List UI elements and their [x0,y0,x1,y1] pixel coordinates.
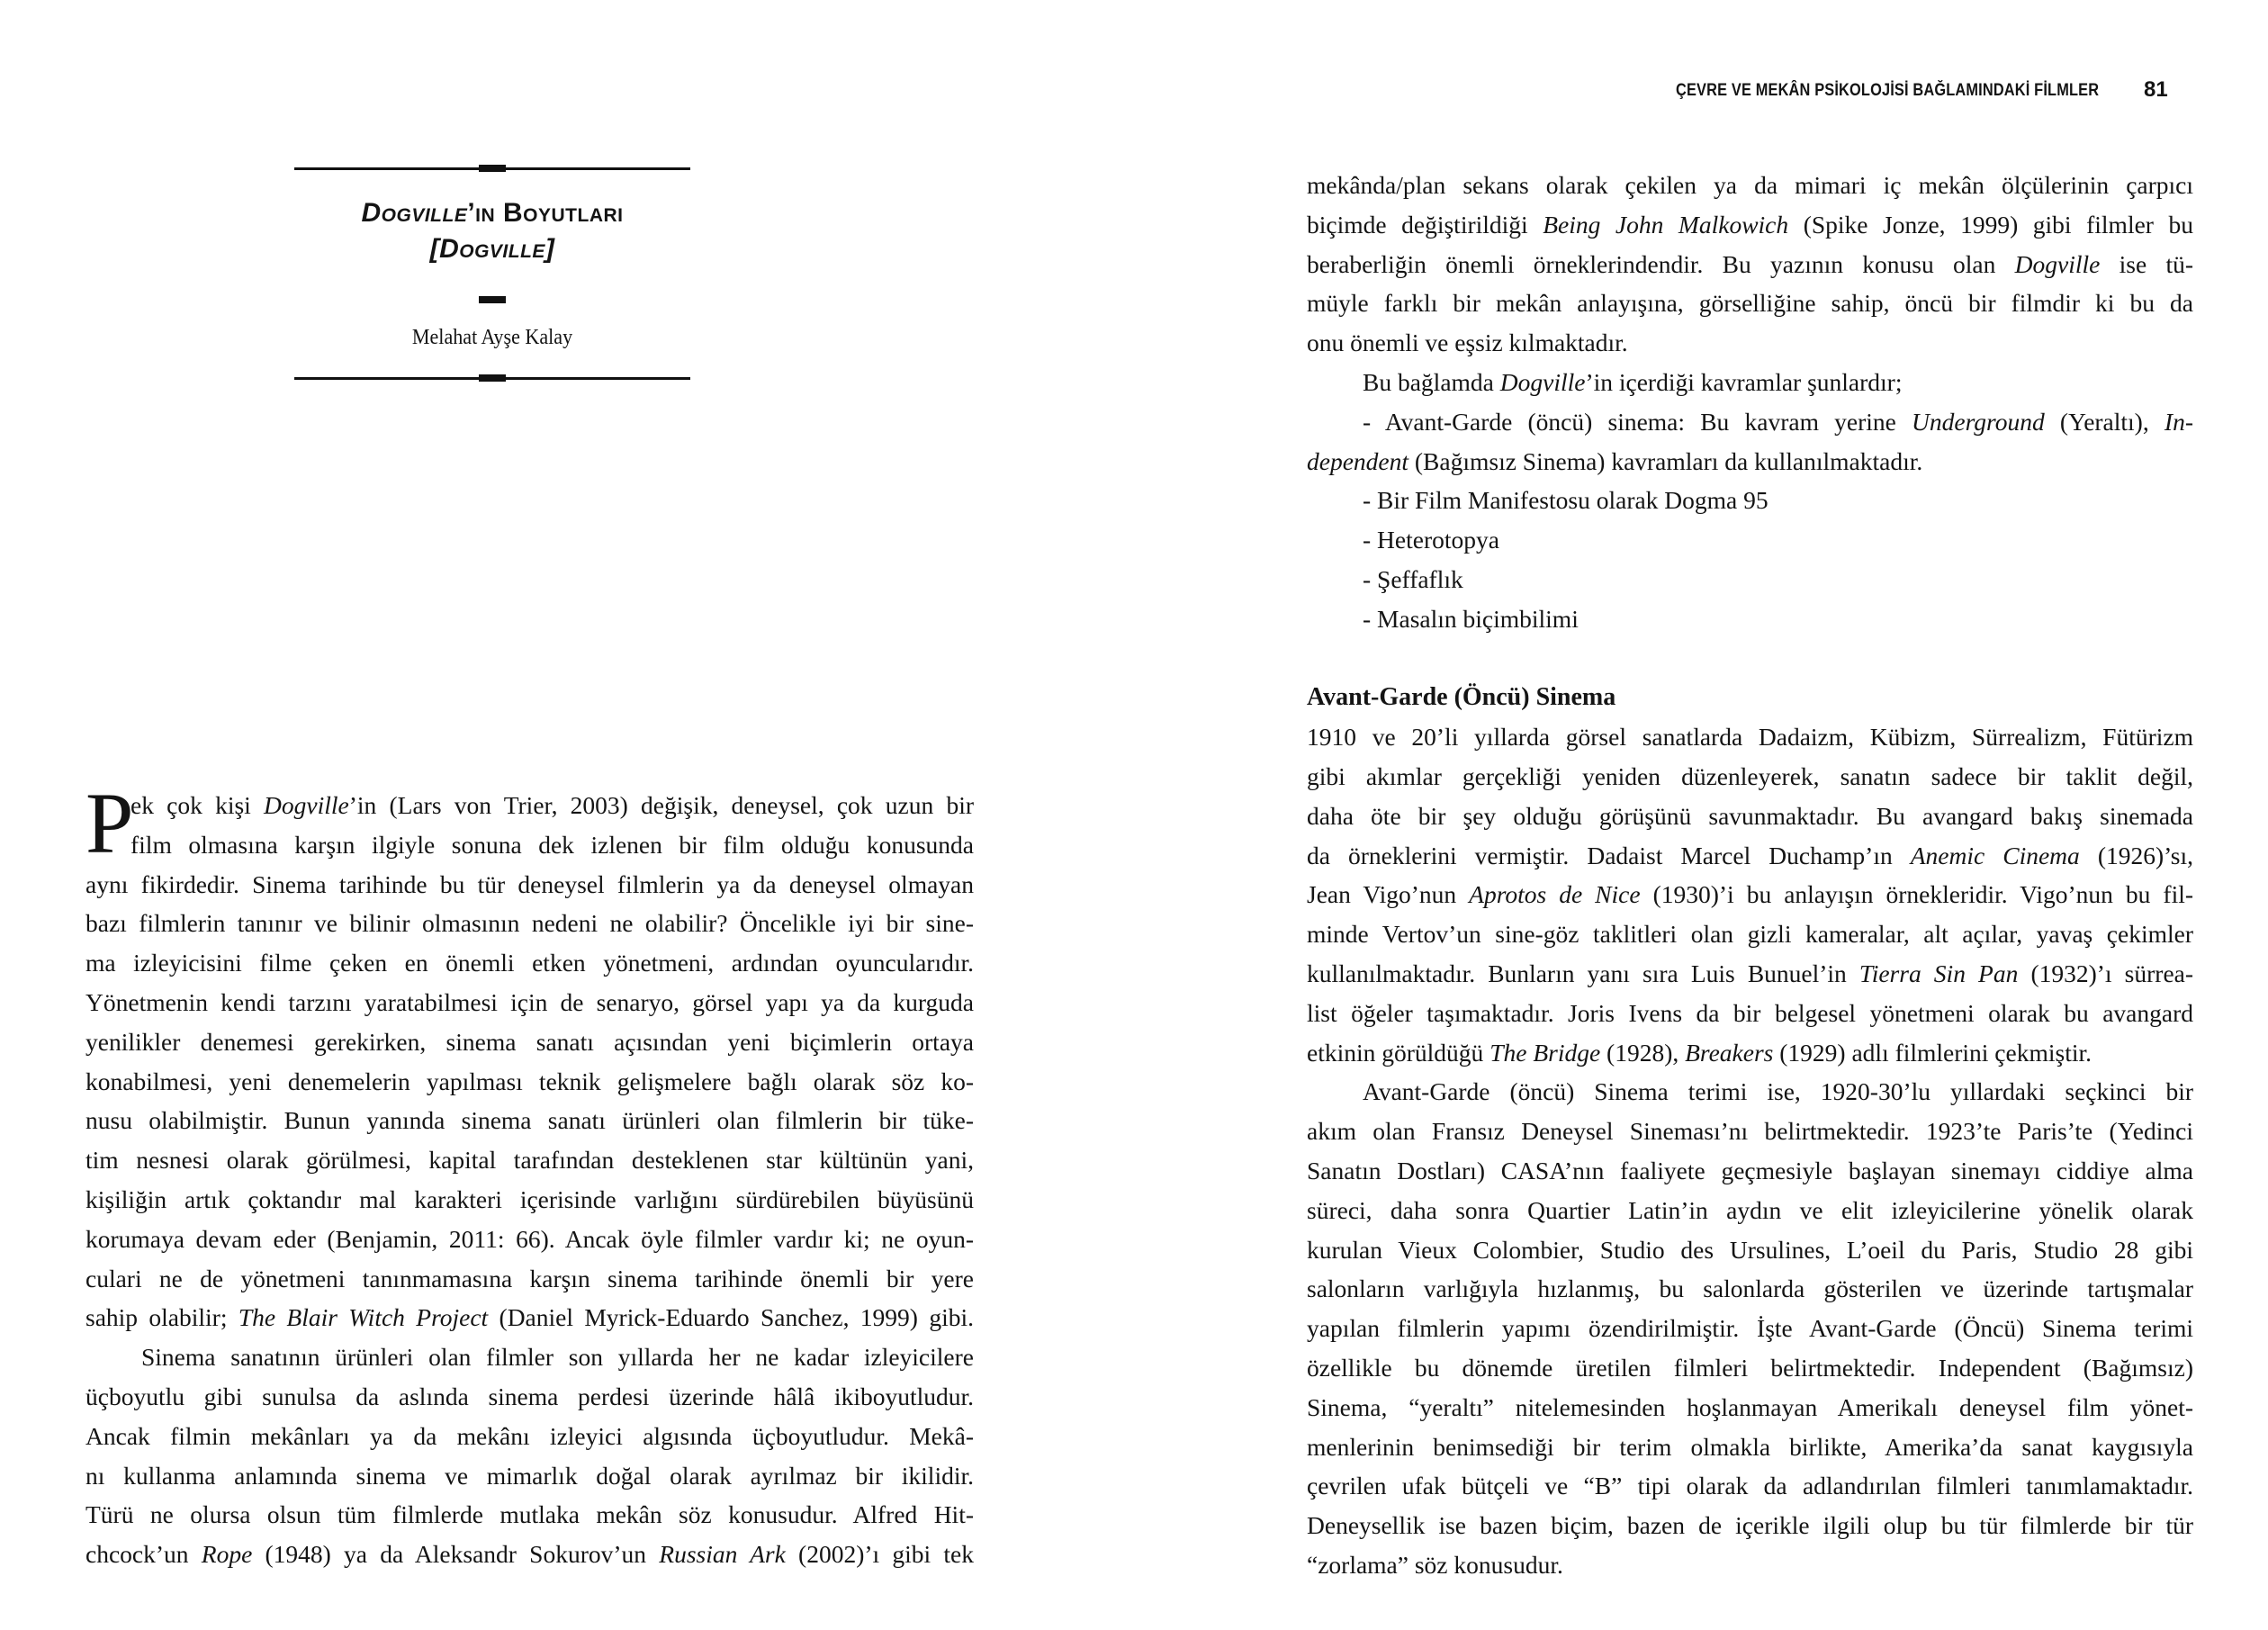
text-run: müyle farklı bir mekân anlayışına, görselliğine sahip, öncü bir filmdir ki bu da [1307,289,2193,318]
running-head [1676,76,2189,108]
italic-title: Dogville [264,791,349,819]
article-title-block [294,153,690,392]
title-rule-top [294,167,690,170]
drop-cap: P [86,775,134,871]
text-line [1307,166,2193,205]
text-run: (1926)’sı, [2079,841,2193,869]
text-line [1307,1112,2193,1151]
text-line [1307,442,2193,482]
text-line [1307,1072,2193,1112]
italic-title: dependent [1307,446,1409,475]
text-line [86,983,974,1022]
text-run: Ancak filmin mekânları ya da mekânı izleyici algısında üçboyutludur. Mekâ- [86,1421,974,1450]
article-original-title: [Dogville] [429,234,555,264]
section-spacer [1307,639,2193,679]
text-run: (1929) adlı filmlerini çekmiştir. [1773,1038,2092,1067]
text-line [1307,1230,2193,1270]
rule-ornament [479,165,506,172]
text-run: mekânda/plan sekans olarak çekilen ya da mimari iç mekân ölçülerinin çarpıcı [1307,171,2193,199]
text-line [1307,323,2193,363]
text-run: sahip olabilir; [86,1303,238,1332]
text-run: - Heterotopya [1363,526,1499,554]
text-run: (1948) ya da Aleksandr Sokurov’un [252,1540,660,1569]
text-run: kullanılmaktadır. Bunların yanı sıra Luis Bunuel’in [1307,959,1859,987]
text-run: daha öte bir şey olduğu görüşünü savunmaktadır. Bu avangard bakış sinemada [1307,801,2193,830]
text-line [86,1377,974,1417]
italic-title: Aprotos de Nice [1469,880,1641,909]
text-line [86,1140,974,1180]
italic-title: Underground [1912,407,2045,436]
text-line [1307,1269,2193,1309]
text-run: “zorlama” söz konusudur. [1307,1550,1563,1579]
text-line [1307,1545,2193,1585]
text-run: salonların varlığıyla hızlanmış, bu salonlarda gösterilen ve üzerinde tartışmalar [1307,1274,2193,1303]
text-run: yapılan filmlerin yapımı özendirilmiştir. İşte Avant-Garde (Öncü) Sinema terimi [1307,1314,2193,1343]
text-run: akım olan Fransız Deneysel Sineması’nı belirtmektedir. 1923’te Paris’te (Yedinci [1307,1117,2193,1146]
text-line [86,1298,974,1337]
running-head-title: ÇEVRE VE MEKÂN PSİKOLOJİSİ BAĞLAMINDAKİ FİLMLER [1676,81,2100,100]
text-line [86,865,974,905]
text-line [1307,875,2193,914]
text-run: Sinema, “yeraltı” nitelemesinden hoşlanmayan Amerikalı deneysel film yönet- [1307,1392,2193,1421]
text-run: minde Vertov’un sine-göz taklitleri olan gizli kameralar, alt açılar, yavaş çekimler [1307,920,2193,949]
text-line [86,1456,974,1496]
text-line [1307,599,2193,639]
italic-title: The Blair Witch Project [238,1303,489,1332]
italic-title: The Bridge [1490,1038,1601,1067]
text-run: (Yeraltı), [2044,407,2164,436]
text-run: korumaya devam eder (Benjamin, 2011: 66). Ancak öyle filmler vardır ki; ne oyun- [86,1224,974,1253]
text-run: konabilmesi, yeni denemelerin yapılması teknik gelişmelere bağlı olarak söz ko- [86,1067,974,1095]
text-line [1307,402,2193,442]
text-line [86,825,974,865]
text-line [86,1101,974,1140]
text-line [1307,914,2193,954]
article-title-rest: ’in Boyutları [467,198,624,228]
left-column-text [86,775,974,1574]
text-run: kurulan Vieux Colombier, Studio des Ursulines, L’oeil du Paris, Studio 28 gibi [1307,1235,2193,1264]
italic-title: Tierra Sin Pan [1858,959,2019,987]
text-line [1307,481,2193,520]
text-line [86,943,974,983]
text-line [86,786,974,825]
text-run: Bu bağlamda [1363,367,1500,396]
italic-title: Being John Malkowich [1543,210,1789,239]
text-run: kişiliğin artık çoktandır mal karakteri içerisinde varlığını sürdürebilen büyüsünü [86,1184,974,1213]
text-run: Yönetmenin kendi tarzını yaratabilmesi için de senaryo, görsel yapı ya da kurguda [86,987,974,1016]
text-run: (Spike Jonze, 1999) gibi filmler bu [1788,210,2193,239]
text-run: 1910 ve 20’li yıllarda görsel sanatlarda Dadaizm, Kübizm, Sürrealizm, Fütürizm [1307,723,2193,752]
text-run: (1932)’ı sürrea- [2018,959,2194,987]
text-run: onu önemli ve eşsiz kılmaktadır. [1307,329,1628,357]
text-run: film olmasına karşın ilgiyle sonuna dek izlenen bir film olduğu konusunda [130,830,974,859]
text-run: da örneklerini vermiştir. Dadaist Marcel Duchamp’ın [1307,841,1911,869]
text-line [1307,245,2193,284]
text-run: etkinin görüldüğü [1307,1038,1490,1067]
text-run: çevrilen ufak bütçeli ve “B” tipi olarak da adlandırılan filmleri tanımlamaktadır. [1307,1472,2193,1500]
text-line [1307,205,2193,245]
right-column-text [1307,166,2193,1585]
text-line [1307,994,2193,1033]
text-line [86,1062,974,1102]
title-dash-ornament [479,296,506,303]
text-line [1307,1427,2193,1467]
text-line [1307,1388,2193,1427]
text-line [1307,1348,2193,1388]
text-run: özellikle bu dönemde üretilen filmleri belirtmektedir. Independent (Bağımsız) [1307,1353,2193,1382]
text-line [86,1535,974,1574]
text-run: ek çok kişi [130,791,265,819]
text-run: (Daniel Myrick-Eduardo Sanchez, 1999) gibi. [488,1303,974,1332]
text-run: Deneysellik ise bazen biçim, bazen de içerikle ilgili olup bu tür filmlerde bir tür [1307,1511,2193,1540]
text-run: ’in içerdiği kavramlar şunlardır; [1585,367,1903,396]
text-line [86,1495,974,1535]
text-run: culari ne de yönetmeni tanınmamasına karşın sinema tarihinde önemli bir yere [86,1264,974,1292]
text-run: nı kullanma anlamında sinema ve mimarlık doğal olarak ayrılmaz bir ikilidir. [86,1461,974,1490]
text-run: Sanatın Dostları) CASA’nın faaliyete geçmesiyle başlayan sinemayı ciddiye alma [1307,1156,2193,1184]
text-line [1307,954,2193,994]
rule-ornament [479,374,506,382]
text-line [1307,797,2193,836]
text-run: (1930)’i bu anlayışın örnekleridir. Vigo’nun bu fil- [1640,880,2194,909]
text-line [86,1180,974,1220]
text-run: yenilikler denemesi gerekirken, sinema sanatı açısından yeni biçimlerin ortaya [86,1027,974,1056]
text-run: menlerinin benimsediği bir terim olmakla birlikte, Amerika’da sanat kaygısıyla [1307,1432,2193,1461]
text-line [86,1220,974,1259]
text-line [1307,1466,2193,1506]
italic-title: Breakers [1685,1038,1774,1067]
italic-title: Dogville [2014,249,2101,278]
text-run: biçimde değiştirildiği [1307,210,1544,239]
italic-title: Dogville [1499,367,1586,396]
text-run: - Avant-Garde (öncü) sinema: Bu kavram yerine [1363,407,1912,436]
text-run: ma izleyicisini filme çeken en önemli etken yönetmeni, ardından oyuncularıdır. [86,949,974,977]
italic-title: In- [2164,407,2193,436]
text-run: aynı fikirdedir. Sinema tarihinde bu tür deneysel filmlerin ya da deneysel olmayan [86,869,974,898]
text-run: chcock’un [86,1540,202,1569]
text-run: bazı filmlerin tanınır ve bilinir olmasının nedeni ne olabilir? Öncelikle iyi bir sine- [86,909,974,938]
text-line [1307,284,2193,323]
text-run: list öğeler taşımaktadır. Joris Ivens da bir belgesel yönetmeni olarak bu avangard [1307,998,2193,1027]
text-run: - Şeffaflık [1363,564,1463,593]
text-run: Sinema sanatının ürünleri olan filmler son yıllarda her ne kadar izleyicilere [141,1343,974,1372]
text-run: (Bağımsız Sinema) kavramları da kullanılmaktadır. [1408,446,1923,475]
text-line [1307,836,2193,876]
text-line [86,904,974,943]
text-run: gibi akımlar gerçekliği yeniden düzenleyerek, sanatın sadece bir taklit değil, [1307,761,2193,790]
text-run: - Masalın biçimbilimi [1363,604,1579,633]
text-line [1307,717,2193,757]
text-run: Avant-Garde (öncü) Sinema terimi ise, 1920-30’lu yıllardaki seçkinci bir [1363,1077,2193,1106]
text-line [1307,363,2193,402]
text-line [1307,757,2193,797]
text-line [1307,1191,2193,1230]
article-title [294,198,690,229]
article-author: Melahat Ayşe Kalay [411,326,573,349]
text-line [1307,560,2193,599]
text-run: (1928), [1600,1038,1686,1067]
italic-title: Anemic Cinema [1910,841,2080,869]
text-line [1307,520,2193,560]
text-line [1307,1151,2193,1191]
text-run: Türü ne olursa olsun tüm filmlerde mutlaka mekân söz konusudur. Alfred Hit- [86,1500,974,1529]
text-line [1307,1506,2193,1545]
text-run: beraberliğin önemli örneklerindendir. Bu yazının konusu olan [1307,249,2015,278]
section-heading: Avant-Garde (Öncü) Sinema [1307,683,1616,712]
text-run: ’in (Lars von Trier, 2003) değişik, deneysel, çok uzun bir [348,791,974,819]
text-run: üçboyutlu gibi sunulsa da aslında sinema perdesi üzerinde hâlâ ikiboyutludur. [86,1382,974,1410]
text-run: - Bir Film Manifestosu olarak Dogma 95 [1363,486,1768,515]
text-run: ise tü- [2100,249,2193,278]
italic-title: Russian Ark [659,1540,786,1569]
page-number: 81 [2144,77,2168,102]
text-line [86,1022,974,1062]
text-run: Jean Vigo’nun [1307,880,1470,909]
text-line [86,1337,974,1377]
text-run: süreci, daha sonra Quartier Latin’in aydın ve elit izleyicilerine yönelik olarak [1307,1195,2193,1224]
text-run: nusu olabilmiştir. Bunun yanında sinema sanatı ürünleri olan filmlerin bir tüke- [86,1106,974,1135]
italic-title: Rope [201,1540,253,1569]
text-run: tim nesnesi olarak görülmesi, kapital tarafından desteklenen star kültünün yani, [86,1146,974,1175]
text-line [1307,1033,2193,1073]
text-line [1307,1309,2193,1348]
text-line [86,1259,974,1299]
text-run: (2002)’ı gibi tek [785,1540,974,1569]
text-line [86,1417,974,1456]
title-rule-bottom [294,377,690,380]
article-title-italic: Dogville [361,198,468,228]
